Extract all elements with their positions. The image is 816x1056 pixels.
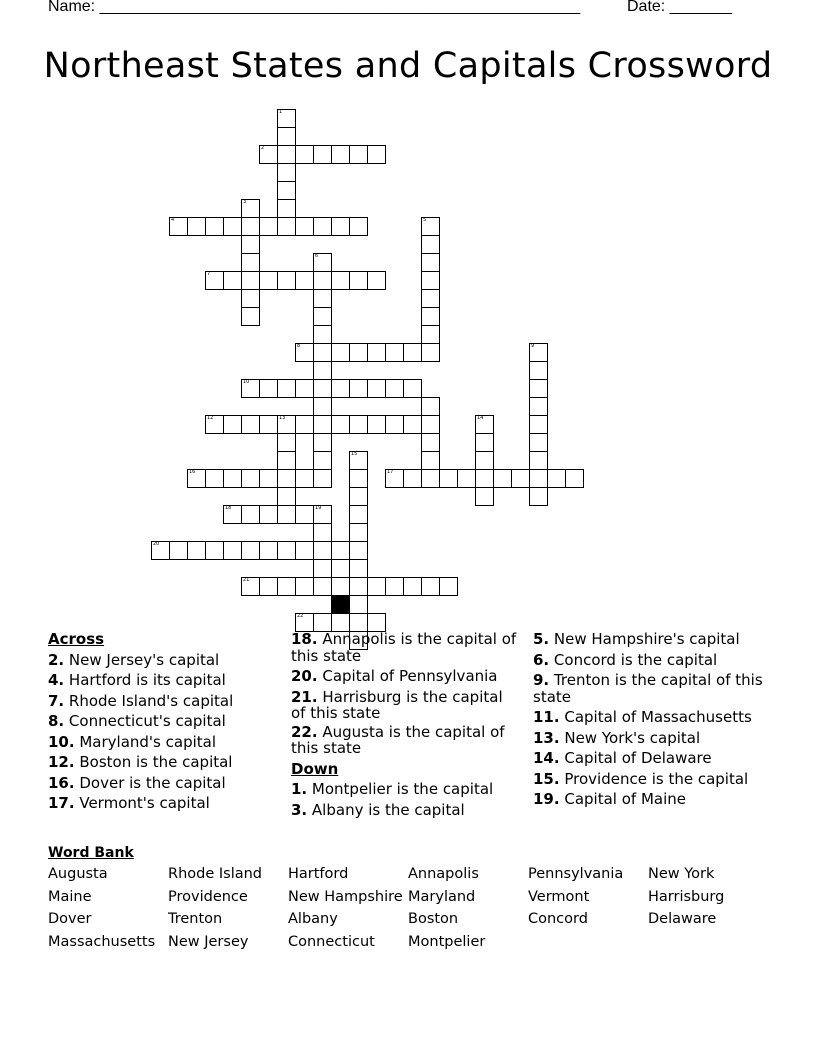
clue-text: Dover is the capital	[79, 773, 226, 792]
clue-text: Annapolis is the capital of this state	[291, 630, 517, 665]
crossword-cell[interactable]	[313, 325, 332, 344]
crossword-cell[interactable]	[385, 577, 404, 596]
cell-number: 8	[297, 343, 301, 349]
clue-across-17	[48, 793, 278, 814]
crossword-cell[interactable]	[403, 379, 422, 398]
crossword-cell[interactable]	[331, 217, 350, 236]
clue-down-5	[533, 629, 763, 650]
crossword-cell[interactable]	[421, 433, 440, 452]
clue-text: Albany is the capital	[311, 800, 465, 819]
cell-number: 6	[315, 253, 319, 259]
crossword-cell[interactable]	[241, 289, 260, 308]
crossword-cell[interactable]	[565, 469, 584, 488]
crossword-cell[interactable]	[349, 595, 368, 614]
crossword-cell[interactable]	[241, 235, 260, 254]
crossword-cell[interactable]	[277, 199, 296, 218]
crossword-cell[interactable]	[529, 487, 548, 506]
cell-number: 12	[207, 415, 214, 421]
crossword-cell[interactable]	[313, 451, 332, 470]
across-heading: Across	[48, 630, 105, 648]
cell-number: 14	[477, 415, 484, 421]
crossword-cell[interactable]	[241, 415, 260, 434]
clue-across-10	[48, 732, 278, 753]
clue-text: Hartford is its capital	[68, 671, 226, 689]
word-bank-item: Montpelier	[408, 933, 486, 950]
crossword-cell[interactable]	[259, 217, 278, 236]
crossword-cell[interactable]	[313, 253, 332, 272]
clue-text: Rhode Island's capital	[68, 691, 234, 710]
clue-text: Montpelier is the capital	[311, 780, 494, 798]
cell-number: 17	[387, 469, 394, 475]
crossword-cell[interactable]	[529, 415, 548, 434]
crossword-cell[interactable]	[529, 379, 548, 398]
crossword-cell[interactable]	[349, 541, 368, 560]
crossword-cell[interactable]	[277, 541, 296, 560]
clue-text: Harrisburg is the capital of this state	[291, 687, 503, 722]
clue-number: 4.	[48, 671, 65, 689]
crossword-cell[interactable]	[349, 217, 368, 236]
crossword-cell[interactable]	[403, 577, 422, 596]
crossword-cell[interactable]	[385, 469, 404, 488]
clue-number: 10.	[48, 732, 75, 751]
clue-text: Augusta is the capital of this state	[291, 722, 505, 757]
crossword-cell[interactable]	[493, 469, 512, 488]
crossword-cell[interactable]	[295, 217, 314, 236]
clue-down-6	[533, 650, 763, 671]
crossword-cell[interactable]	[313, 271, 332, 290]
crossword-cell[interactable]	[313, 559, 332, 578]
crossword-cell[interactable]	[313, 217, 332, 236]
word-bank-item: New Hampshire	[288, 888, 403, 905]
crossword-cell[interactable]	[295, 271, 314, 290]
cell-number: 2	[261, 145, 265, 151]
cell-number: 7	[207, 271, 211, 277]
crossword-cell[interactable]	[205, 271, 224, 290]
crossword-cell[interactable]	[223, 469, 242, 488]
crossword-cell[interactable]	[421, 343, 440, 362]
crossword-cell[interactable]	[475, 415, 494, 434]
crossword-cell[interactable]	[421, 307, 440, 326]
crossword-cell[interactable]	[187, 541, 206, 560]
crossword-cell[interactable]	[529, 397, 548, 416]
crossword-cell[interactable]	[277, 271, 296, 290]
clue-number: 9.	[533, 671, 550, 689]
crossword-cell[interactable]	[421, 271, 440, 290]
clues-column-1	[48, 629, 278, 814]
crossword-cell[interactable]	[331, 343, 350, 362]
crossword-cell[interactable]	[403, 343, 422, 362]
cell-number: 4	[171, 217, 175, 223]
clue-number: 13.	[533, 728, 560, 747]
crossword-cell[interactable]	[367, 271, 386, 290]
word-bank	[48, 866, 768, 956]
crossword-cell[interactable]	[475, 487, 494, 506]
crossword-cell[interactable]	[349, 505, 368, 524]
crossword-cell[interactable]	[187, 217, 206, 236]
clue-text: Capital of Maine	[564, 790, 686, 808]
crossword-cell[interactable]	[241, 541, 260, 560]
crossword-cell[interactable]	[331, 379, 350, 398]
crossword-cell[interactable]	[295, 145, 314, 164]
cell-number: 15	[351, 451, 358, 457]
crossword-cell[interactable]	[313, 469, 332, 488]
clue-across-12	[48, 752, 278, 773]
crossword-cell[interactable]	[403, 415, 422, 434]
clue-text: New Hampshire's capital	[553, 630, 740, 648]
clue-number: 21.	[291, 687, 318, 706]
clue-across-8	[48, 711, 278, 732]
crossword-cell[interactable]	[529, 451, 548, 470]
clue-across-16	[48, 773, 278, 794]
crossword-cell[interactable]	[277, 163, 296, 182]
clue-text: Providence is the capital	[564, 769, 749, 788]
word-bank-item: Trenton	[168, 911, 223, 927]
crossword-cell[interactable]	[259, 271, 278, 290]
crossword-cell[interactable]	[349, 145, 368, 164]
word-bank-item: Rhode Island	[168, 866, 263, 882]
clue-text: Capital of Delaware	[564, 749, 712, 767]
name-field[interactable]: Name: ______________________________________________________	[48, 0, 581, 15]
crossword-cell[interactable]	[475, 469, 494, 488]
crossword-cell[interactable]	[385, 343, 404, 362]
clues-column-3	[533, 629, 763, 810]
clue-across-21	[291, 689, 521, 722]
crossword-cell[interactable]	[313, 343, 332, 362]
crossword-cell[interactable]	[403, 469, 422, 488]
cell-number: 19	[315, 505, 322, 511]
crossword-cell[interactable]	[241, 577, 260, 596]
crossword-cell[interactable]	[259, 505, 278, 524]
clue-number: 17.	[48, 794, 75, 812]
clue-number: 1.	[291, 780, 308, 798]
crossword-cell[interactable]	[259, 577, 278, 596]
cell-number: 1	[279, 109, 283, 115]
crossword-cell[interactable]	[259, 541, 278, 560]
clue-number: 8.	[48, 712, 65, 730]
crossword-cell[interactable]	[277, 217, 296, 236]
clue-text: New York's capital	[564, 728, 701, 747]
crossword-cell[interactable]	[367, 379, 386, 398]
crossword-cell[interactable]	[349, 487, 368, 506]
clue-number: 12.	[48, 753, 75, 771]
crossword-cell[interactable]	[475, 433, 494, 452]
crossword-cell[interactable]	[259, 379, 278, 398]
crossword-cell[interactable]	[349, 559, 368, 578]
clue-text: Connecticut's capital	[68, 712, 226, 730]
crossword-cell[interactable]	[313, 415, 332, 434]
crossword-cell[interactable]	[313, 289, 332, 308]
clue-across-20	[291, 666, 521, 687]
crossword-cell[interactable]	[367, 145, 386, 164]
cell-number: 9	[531, 343, 535, 349]
clue-text: Concord is the capital	[553, 650, 718, 669]
clue-number: 19.	[533, 790, 560, 808]
crossword-cell[interactable]	[295, 379, 314, 398]
crossword-cell[interactable]	[277, 469, 296, 488]
crossword-cell[interactable]	[421, 289, 440, 308]
crossword-cell[interactable]	[223, 541, 242, 560]
clue-number: 6.	[533, 650, 550, 669]
cell-number: 20	[153, 541, 160, 547]
crossword-cell[interactable]	[277, 451, 296, 470]
crossword-cell[interactable]	[241, 217, 260, 236]
crossword-cell[interactable]	[331, 415, 350, 434]
clue-down-3	[291, 800, 521, 821]
word-bank-item: Providence	[168, 888, 248, 905]
crossword-cell[interactable]	[241, 505, 260, 524]
word-bank-item: Delaware	[648, 911, 717, 927]
crossword-cell[interactable]	[349, 469, 368, 488]
date-field[interactable]: Date: _______	[627, 0, 732, 15]
word-bank-item: Dover	[48, 911, 92, 927]
word-bank-item: Massachusetts	[48, 933, 156, 950]
crossword-cell[interactable]	[475, 451, 494, 470]
clue-down-14	[533, 748, 763, 769]
crossword-cell[interactable]	[205, 415, 224, 434]
crossword-cell[interactable]	[295, 343, 314, 362]
crossword-cell[interactable]	[259, 145, 278, 164]
crossword-cell[interactable]	[151, 541, 170, 560]
crossword-cell[interactable]	[421, 577, 440, 596]
crossword-cell[interactable]	[349, 271, 368, 290]
clue-text: Trenton is the capital of this state	[533, 671, 763, 706]
crossword-cell[interactable]	[295, 469, 314, 488]
crossword-cell[interactable]	[529, 433, 548, 452]
crossword-cell[interactable]	[313, 145, 332, 164]
clue-number: 3.	[291, 800, 308, 819]
crossword-cell[interactable]	[313, 577, 332, 596]
crossword-cell[interactable]	[313, 541, 332, 560]
crossword-cell[interactable]	[223, 505, 242, 524]
crossword-black-cell	[331, 595, 350, 614]
crossword-cell[interactable]	[421, 415, 440, 434]
clue-down-15	[533, 769, 763, 790]
page-title: Northeast States and Capitals Crossword	[43, 46, 773, 86]
crossword-cell[interactable]	[313, 397, 332, 416]
crossword-cell[interactable]	[241, 307, 260, 326]
crossword-cell[interactable]	[331, 271, 350, 290]
clue-number: 14.	[533, 749, 560, 767]
clue-down-9	[533, 672, 763, 705]
cell-number: 5	[423, 217, 427, 223]
clue-across-2	[48, 650, 278, 671]
crossword-cell[interactable]	[385, 379, 404, 398]
crossword-cell[interactable]	[331, 145, 350, 164]
cell-number: 13	[279, 415, 286, 421]
clue-number: 18.	[291, 630, 318, 648]
crossword-cell[interactable]	[313, 379, 332, 398]
clue-number: 22.	[291, 722, 318, 741]
clue-down-13	[533, 728, 763, 749]
cell-number: 10	[243, 379, 250, 385]
crossword-cell[interactable]	[295, 577, 314, 596]
word-bank-item: Maine	[48, 888, 92, 905]
word-bank-item: Boston	[408, 911, 459, 927]
clue-across-18	[291, 631, 521, 664]
clue-down-1	[291, 779, 521, 800]
clue-across-4	[48, 670, 278, 691]
crossword-cell[interactable]	[367, 343, 386, 362]
crossword-cell[interactable]	[313, 433, 332, 452]
crossword-cell[interactable]	[277, 577, 296, 596]
crossword-cell[interactable]	[529, 469, 548, 488]
word-bank-item: Maryland	[408, 888, 476, 905]
cell-number: 16	[189, 469, 196, 475]
crossword-cell[interactable]	[313, 307, 332, 326]
word-bank-item: New Jersey	[168, 933, 249, 950]
crossword-cell[interactable]	[439, 469, 458, 488]
clue-text: Capital of Pennsylvania	[322, 667, 498, 685]
crossword-cell[interactable]	[223, 415, 242, 434]
word-bank-item: Hartford	[288, 866, 349, 882]
crossword-cell[interactable]	[169, 541, 188, 560]
crossword-cell[interactable]	[241, 199, 260, 218]
crossword-cell[interactable]	[241, 253, 260, 272]
crossword-cell[interactable]	[277, 505, 296, 524]
crossword-cell[interactable]	[367, 577, 386, 596]
clue-text: Boston is the capital	[79, 753, 233, 771]
cell-number: 22	[297, 613, 304, 619]
crossword-cell[interactable]	[223, 271, 242, 290]
crossword-cell[interactable]	[295, 505, 314, 524]
cell-number: 3	[243, 199, 247, 205]
word-bank-item: Augusta	[48, 866, 108, 882]
crossword-cell[interactable]	[313, 505, 332, 524]
crossword-cell[interactable]	[277, 433, 296, 452]
crossword-cell[interactable]	[421, 235, 440, 254]
clue-number: 2.	[48, 650, 65, 669]
crossword-cell[interactable]	[313, 361, 332, 380]
clue-number: 16.	[48, 773, 75, 792]
crossword-cell[interactable]	[367, 415, 386, 434]
crossword-cell[interactable]	[421, 253, 440, 272]
crossword-cell[interactable]	[313, 523, 332, 542]
crossword-cell[interactable]	[529, 343, 548, 362]
clue-text: Capital of Massachusetts	[564, 708, 752, 726]
clue-across-22	[291, 724, 521, 757]
crossword-cell[interactable]	[295, 541, 314, 560]
clue-text: New Jersey's capital	[68, 650, 220, 669]
crossword-cell[interactable]	[421, 469, 440, 488]
crossword-cell[interactable]	[421, 451, 440, 470]
crossword-cell[interactable]	[241, 469, 260, 488]
clue-number: 11.	[533, 708, 560, 726]
word-bank-title: Word Bank	[48, 845, 134, 861]
crossword-cell[interactable]	[457, 469, 476, 488]
clues-column-2	[291, 629, 521, 820]
clue-down-19	[533, 789, 763, 810]
crossword-cell[interactable]	[421, 397, 440, 416]
down-heading: Down	[291, 759, 339, 778]
word-bank-item: New York	[648, 866, 715, 882]
crossword-cell[interactable]	[187, 469, 206, 488]
cell-number: 18	[225, 505, 232, 511]
clue-across-7	[48, 691, 278, 712]
crossword-cell[interactable]	[421, 325, 440, 344]
crossword-cell[interactable]	[205, 469, 224, 488]
crossword-cell[interactable]	[223, 217, 242, 236]
cell-number: 21	[243, 577, 250, 583]
crossword-cell[interactable]	[349, 577, 368, 596]
crossword-cell[interactable]	[169, 217, 188, 236]
crossword-cell[interactable]	[277, 415, 296, 434]
clue-text: Vermont's capital	[79, 794, 210, 812]
crossword-cell[interactable]	[421, 217, 440, 236]
crossword-cell[interactable]	[277, 145, 296, 164]
crossword-cell[interactable]	[349, 451, 368, 470]
crossword-cell[interactable]	[331, 577, 350, 596]
word-bank-item: Vermont	[528, 888, 590, 905]
crossword-cell[interactable]	[349, 379, 368, 398]
clue-down-11	[533, 707, 763, 728]
crossword-cell[interactable]	[529, 361, 548, 380]
word-bank-item: Harrisburg	[648, 888, 725, 905]
crossword-cell[interactable]	[277, 487, 296, 506]
clue-number: 5.	[533, 630, 550, 648]
crossword-cell[interactable]	[241, 379, 260, 398]
clue-number: 20.	[291, 667, 318, 685]
crossword-cell[interactable]	[277, 379, 296, 398]
crossword-cell[interactable]	[331, 541, 350, 560]
crossword-cell[interactable]	[349, 523, 368, 542]
crossword-cell[interactable]	[205, 217, 224, 236]
clue-number: 7.	[48, 691, 65, 710]
crossword-cell[interactable]	[349, 343, 368, 362]
clue-text: Maryland's capital	[79, 732, 216, 751]
crossword-cell[interactable]	[511, 469, 530, 488]
crossword-cell[interactable]	[349, 415, 368, 434]
word-bank-item: Connecticut	[288, 933, 375, 950]
crossword-cell[interactable]	[277, 127, 296, 146]
word-bank-item: Annapolis	[408, 866, 479, 882]
crossword-cell[interactable]	[241, 271, 260, 290]
crossword-cell[interactable]	[439, 577, 458, 596]
word-bank-item: Pennsylvania	[528, 866, 624, 882]
crossword-cell[interactable]	[277, 109, 296, 128]
crossword-cell[interactable]	[295, 415, 314, 434]
crossword-cell[interactable]	[259, 415, 278, 434]
crossword-cell[interactable]	[205, 541, 224, 560]
clue-number: 15.	[533, 769, 560, 788]
word-bank-item: Concord	[528, 911, 588, 927]
crossword-cell[interactable]	[547, 469, 566, 488]
crossword-cell[interactable]	[259, 469, 278, 488]
crossword-cell[interactable]	[385, 415, 404, 434]
crossword-cell[interactable]	[277, 181, 296, 200]
word-bank-item: Albany	[288, 911, 338, 927]
